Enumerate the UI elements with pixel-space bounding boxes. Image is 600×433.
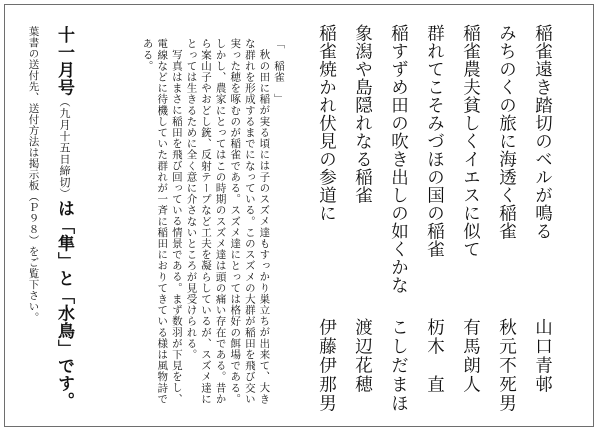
haiku-author: 山口青邨 bbox=[532, 318, 553, 394]
haiku-text: 稲雀焼かれ伏見の参道に bbox=[316, 24, 337, 222]
essay-heading: 「 稲雀 」 bbox=[273, 38, 285, 105]
issue-deadline: （九月十五日締切） bbox=[58, 96, 71, 200]
haiku-text: 象潟や島隠れなる稲雀 bbox=[352, 24, 373, 204]
essay-paragraph: 写真はまさに稲田を飛び回っている情景である。まず数羽が下見をし、電線などに待機していた群れが一斉に稲田におりてきている様は風物詩である。 bbox=[141, 38, 183, 405]
issue-join: 」と「 bbox=[54, 252, 74, 305]
haiku-text: みちのくの旅に海透く稲雀 bbox=[496, 24, 517, 240]
haiku-author: 渡辺花穂 bbox=[352, 318, 373, 394]
haiku-text: 稲雀遠き踏切のベルが鳴る bbox=[532, 24, 553, 240]
issue-theme-2: 水鳥 bbox=[54, 304, 74, 340]
haiku-author: こしだまほ bbox=[388, 318, 409, 413]
haiku-author: 伊藤伊那男 bbox=[316, 318, 337, 413]
issue-suffix: 」です。 bbox=[54, 339, 74, 410]
haiku-author: 杤木 直 bbox=[424, 318, 445, 394]
haiku-text: 稲雀農夫貧しくイエスに似て bbox=[460, 24, 481, 258]
haiku-author: 秋元不死男 bbox=[496, 318, 517, 413]
issue-theme-1: 隼 bbox=[54, 234, 74, 252]
issue-mid: は「 bbox=[54, 199, 74, 235]
issue-month: 十一月号 bbox=[54, 26, 74, 96]
submission-note: 葉書の送付先、送付方法は掲示板（Ｐ９８）をご覧下さい。 bbox=[27, 26, 40, 323]
haiku-text: 群れてこそみづほの国の稲雀 bbox=[424, 24, 445, 258]
essay-paragraph: 秋の田に稲が実る頃には子のスズメ達もすっかり巣立ちが出来て、大きな群れを形成するまでになっている。このスズメの大群が稲田を飛び交い実った穂を啄むのが稲雀である。スズメ達にとっては格好の餌場である。しかし、農家にとってはこの時期のスズメ達は頭の痛い存在である。昔から案山子やおどし銃、反射テープなど工夫を凝らしているが、スズメ達にとっては生きるために全く意に介さないところが見受けられる。 bbox=[185, 38, 271, 405]
issue-announcement bbox=[55, 26, 72, 410]
essay bbox=[100, 38, 286, 408]
haiku-author: 有馬朗人 bbox=[460, 318, 481, 394]
haiku-text: 稲すずめ田の吹き出しの如くかな bbox=[388, 24, 409, 294]
